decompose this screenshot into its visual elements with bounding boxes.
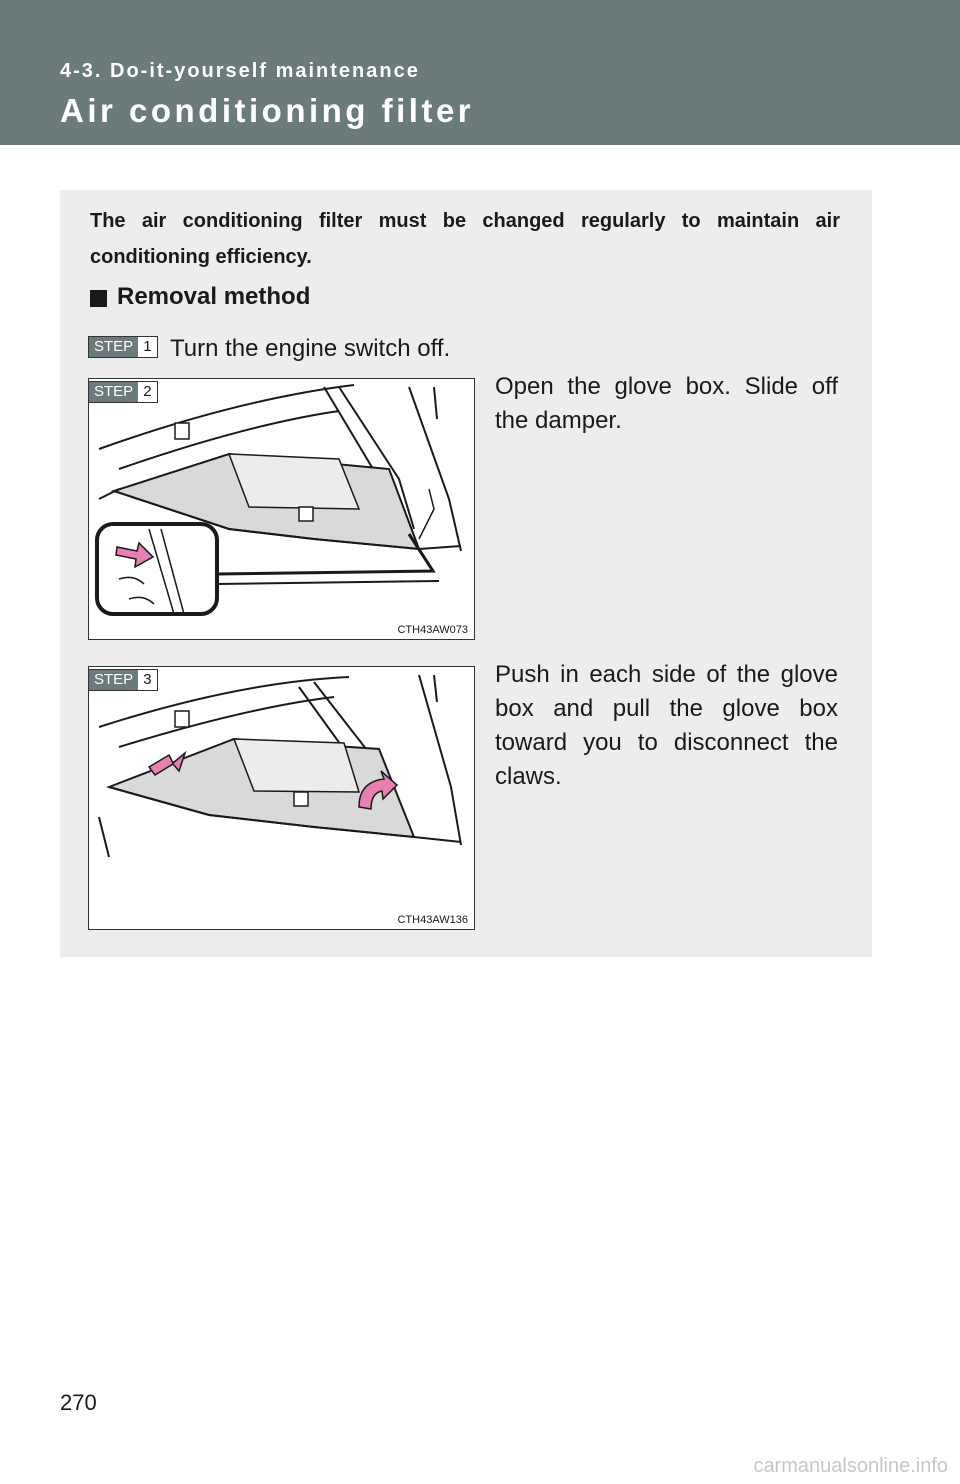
step-word: STEP [89,382,138,402]
intro-text: The air conditioning filter must be changed regularly to maintain air conditioning efficiency. [90,210,840,268]
step-number: 2 [138,382,156,402]
square-bullet-icon [90,290,107,307]
page-number: 270 [60,1390,97,1415]
step-2-badge [88,381,158,403]
step-number: 3 [138,670,156,690]
glove-box-damper-illustration [89,379,474,639]
page-header [0,0,960,145]
step-1-text: Turn the engine switch off. [170,335,451,362]
removal-method-heading [90,283,310,311]
step-number: 1 [138,337,156,357]
figure-code: CTH43AW136 [397,914,468,926]
step-3-figure [88,666,475,930]
step-3-text: Push in each side of the glove box and pull the glove box toward you to disconnect the claws. [495,661,838,790]
watermark: carmanualsonline.info [753,1455,948,1477]
step-1-badge [88,336,158,358]
step-3-badge [88,669,158,691]
step-2-text: Open the glove box. Slide off the damper. [495,373,838,434]
removal-method-label: Removal method [117,283,311,310]
step-2-figure [88,378,475,640]
figure-code: CTH43AW073 [397,624,468,636]
glove-box-claws-illustration [89,667,474,929]
step-word: STEP [89,670,138,690]
step-word: STEP [89,337,138,357]
section-label: 4-3. Do-it-yourself maintenance [60,60,420,82]
page-title: Air conditioning filter [60,92,475,129]
